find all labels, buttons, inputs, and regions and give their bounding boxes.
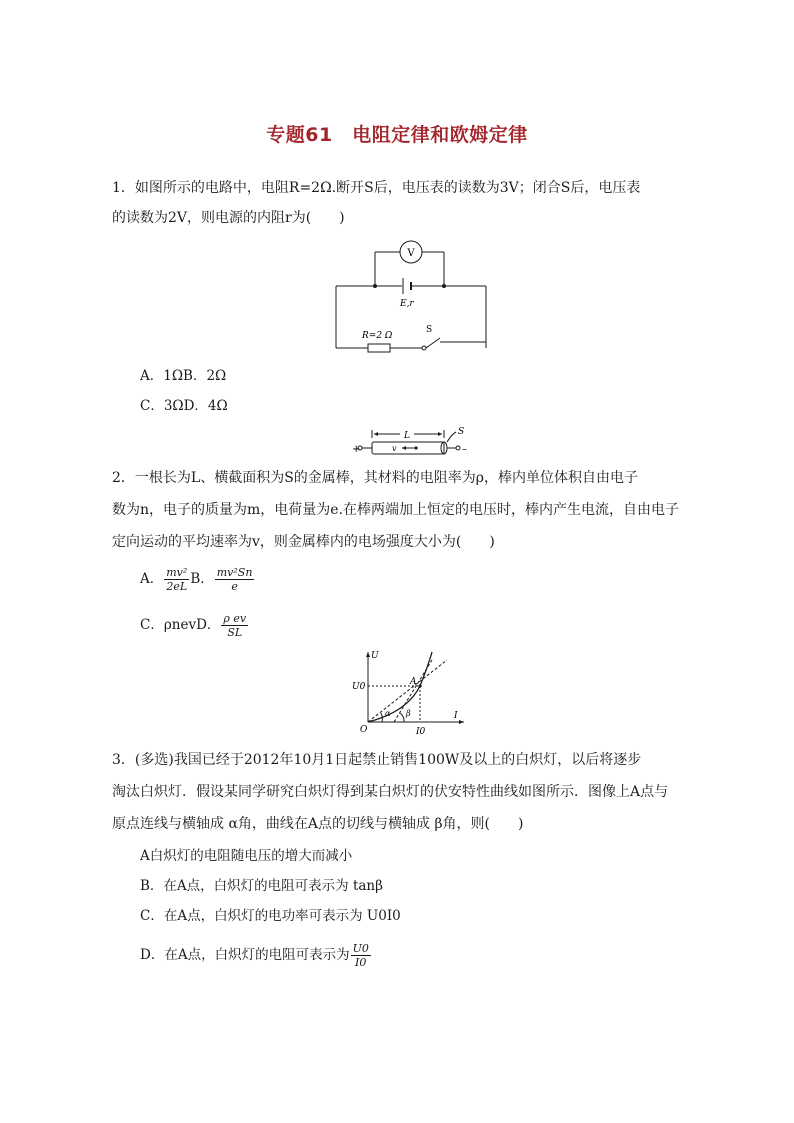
switch-label: S xyxy=(426,325,433,335)
beta-label: β xyxy=(406,709,411,718)
q1-circuit-diagram xyxy=(330,238,495,358)
i0-label: I0 xyxy=(416,727,426,737)
q2-stem-line-1: 2．一根长为L、横截面积为S的金属棒，其材料的电阻率为ρ，棒内单位体积自由电子 xyxy=(112,470,639,486)
q2-option-a-label: A． xyxy=(140,571,164,587)
q3-option-d-numerator: U0 xyxy=(352,942,369,955)
q3-option-c: C．在A点，白炽灯的电功率可表示为 U0I0 xyxy=(140,908,401,924)
q2-option-a-denominator: 2eL xyxy=(166,580,188,593)
q2-option-b-fraction xyxy=(215,566,255,593)
q2-option-a-numerator: mv² xyxy=(166,566,188,579)
u-axis-label: U xyxy=(371,651,379,661)
q3-option-d-denominator: I0 xyxy=(355,956,367,969)
page-title: 专题61 电阻定律和欧姆定律 xyxy=(266,124,528,146)
negative-terminal-label: – xyxy=(462,444,467,455)
metal-rod-diagram xyxy=(352,424,472,458)
origin-label: O xyxy=(360,725,368,735)
q3-stem-line-1: 3．(多选)我国已经于2012年10月1日起禁止销售100W及以上的白炽灯，以后将逐步 xyxy=(112,752,642,768)
q2-option-b-numerator: mv²Sn xyxy=(216,566,253,579)
q3-option-d-fraction xyxy=(351,942,371,969)
q2-options-ab xyxy=(140,566,255,593)
u0-label: U0 xyxy=(352,682,366,692)
iv-characteristic-graph xyxy=(352,646,472,738)
q3-option-b: B．在A点，白炽灯的电阻可表示为 tanβ xyxy=(140,878,383,894)
q2-option-d-label: D． xyxy=(196,617,221,633)
q1-options-cd: C．3ΩD．4Ω xyxy=(140,398,228,414)
rod-area-label: S xyxy=(458,427,465,437)
voltmeter-label: V xyxy=(407,248,415,259)
positive-terminal-label: + xyxy=(352,444,361,455)
q3-option-d-label: D．在A点，白炽灯的电阻可表示为 xyxy=(140,947,350,963)
q3-option-d xyxy=(140,942,372,969)
q1-stem-line-2: 的读数为2V，则电源的内阻r为( ) xyxy=(112,210,345,226)
q2-option-b-denominator: e xyxy=(231,580,238,593)
q2-option-c: C．ρnev xyxy=(140,617,197,633)
q2-option-b-label: B． xyxy=(190,571,214,587)
alpha-label: α xyxy=(385,709,391,718)
q1-options-ab: A．1ΩB．2Ω xyxy=(140,368,227,384)
resistor-label: R=2 Ω xyxy=(362,331,393,341)
q3-stem-line-2: 淘汰白炽灯．假设某同学研究白炽灯得到某白炽灯的伏安特性曲线如图所示．图像上A点与 xyxy=(112,784,669,800)
q2-option-d-denominator: SL xyxy=(227,626,243,639)
q2-options-cd xyxy=(140,612,249,639)
q2-stem-line-3: 定向运动的平均速率为v，则金属棒内的电场强度大小为( ) xyxy=(112,534,495,550)
q2-stem-line-2: 数为n，电子的质量为m，电荷量为e.在棒两端加上恒定的电压时，棒内产生电流，自由电子 xyxy=(112,502,680,518)
point-a-label: A xyxy=(410,677,417,687)
i-axis-label: I xyxy=(454,711,458,721)
rod-length-label: L xyxy=(404,431,410,441)
point-a-marker xyxy=(418,684,421,687)
q3-option-a: A白炽灯的电阻随电压的增大而减小 xyxy=(140,848,353,864)
q2-option-d-fraction xyxy=(221,612,248,639)
q2-option-a-fraction xyxy=(164,566,189,593)
source-label: E,r xyxy=(400,299,414,309)
q2-option-d-numerator: ρ ev xyxy=(223,612,247,625)
tangent-line xyxy=(394,660,432,722)
q3-stem-line-3: 原点连线与横轴成 α角，曲线在A点的切线与横轴成 β角，则( ) xyxy=(112,816,524,832)
q1-stem-line-1: 1．如图所示的电路中，电阻R=2Ω.断开S后，电压表的读数为3V；闭合S后，电压表 xyxy=(112,180,641,196)
rod-velocity-label: v xyxy=(392,444,397,453)
